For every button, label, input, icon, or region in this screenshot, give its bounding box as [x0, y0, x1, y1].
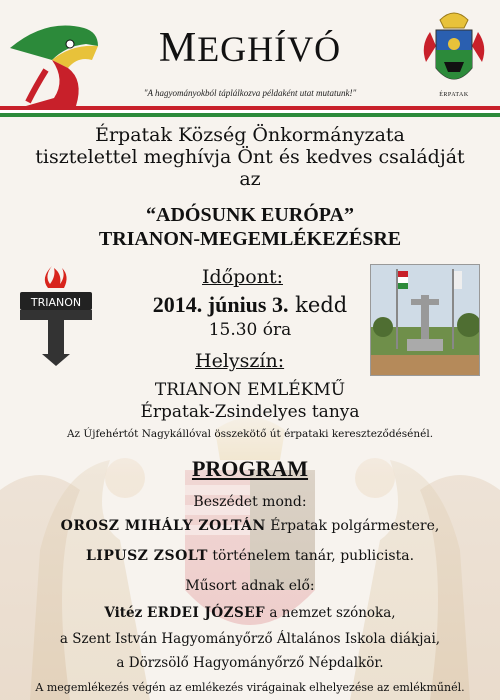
date-value: 2014. június 3.	[152, 292, 289, 317]
speaker-item	[0, 548, 500, 564]
performer-role: a nemzet szónoka,	[265, 605, 396, 621]
closing-note: A megemlékezés végén az emlékezés virágainak elhelyezése az emlékműnél.	[35, 681, 465, 694]
page-title: MEGHÍVÓ	[158, 25, 342, 71]
invitation-intro	[0, 124, 500, 190]
trianon-logo-text: TRIANON	[30, 296, 82, 309]
event-date	[130, 292, 370, 318]
performer-prefix: Vitéz	[104, 605, 147, 621]
speaker-role: történelem tanár, publicista.	[207, 548, 415, 564]
location-place: Érpatak-Zsindelyes tanya	[140, 402, 360, 422]
trianon-emblem-icon	[14, 262, 98, 370]
village-coat-of-arms-icon	[418, 6, 490, 98]
event-title: “ADÓSUNK EURÓPA”	[146, 204, 354, 226]
performer-item: a Dörzsölő Hagyományőrző Népdalkör.	[116, 655, 384, 671]
motto-text: "A hagyományokból táplálkozva példaként utat mutatunk!"	[143, 88, 357, 98]
eagle-logo-icon	[6, 10, 102, 108]
header	[0, 0, 500, 112]
event-subtitle: TRIANON-MEGEMLÉKEZÉSRE	[98, 228, 402, 250]
performers-label: Műsort adnak elő:	[185, 578, 315, 594]
speaker-name: LIPUSZ ZSOLT	[85, 548, 208, 564]
location-label: Helyszín:	[195, 350, 285, 372]
time-label: Időpont:	[202, 266, 283, 288]
speaker-item	[0, 518, 500, 534]
article-line: az	[239, 168, 261, 190]
organizer-line: Érpatak Község Önkormányzata	[95, 124, 405, 146]
speaker-name: OROSZ MIHÁLY ZOLTÁN	[60, 518, 266, 534]
performer-name: ERDEI JÓZSEF	[146, 605, 266, 621]
location-directions: Az Újfehértót Nagykállóval összekötő út érpataki kereszteződésénél.	[66, 428, 434, 440]
event-time: 15.30 óra	[208, 320, 292, 340]
flag-stripe-green	[0, 113, 500, 117]
weekday-value: kedd	[295, 293, 348, 317]
crest-label: ÉRPATAK	[439, 92, 469, 98]
speakers-label: Beszédet mond:	[193, 494, 307, 510]
speaker-role: Érpatak polgármestere,	[265, 518, 440, 534]
location-name: TRIANON EMLÉKMŰ	[154, 380, 346, 400]
invite-line: tisztelettel meghívja Önt és kedves családját	[35, 146, 465, 168]
program-heading: PROGRAM	[191, 456, 309, 481]
performer-item	[0, 605, 500, 621]
performer-item: a Szent István Hagyományőrző Általános Iskola diákjai,	[59, 631, 441, 647]
monument-photo	[370, 264, 480, 376]
